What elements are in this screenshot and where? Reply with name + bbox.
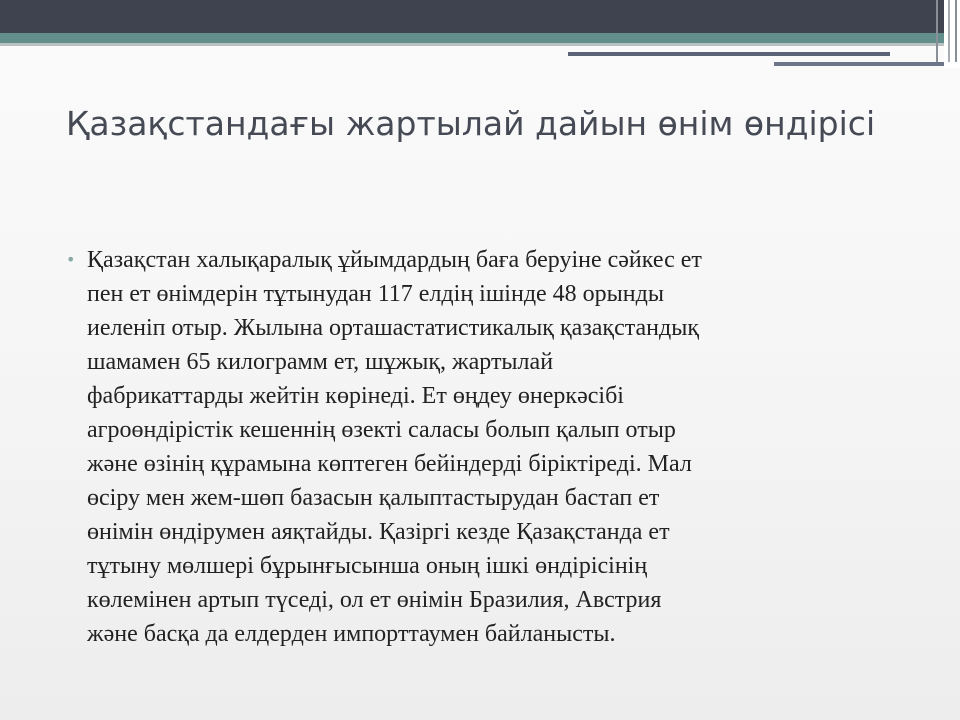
header-right-block (944, 0, 960, 68)
text-line: Қазақстан халықаралық ұйымдардың баға беруіне сәйкес ет (87, 247, 702, 273)
decorative-vertical-line (948, 0, 950, 62)
accent-bar-upper (568, 52, 890, 56)
accent-bar-lower (774, 62, 944, 66)
decorative-vertical-line (936, 0, 938, 62)
header-teal-stripe (0, 33, 960, 43)
text-line: өнімін өндірумен аяқтайды. Қазіргі кезде Қазақстанда ет (87, 519, 670, 545)
header-dark-band (0, 0, 960, 33)
slide-body (66, 243, 906, 651)
text-line: және басқа да елдерден импорттаумен байланысты. (87, 621, 616, 647)
bullet-item (66, 243, 906, 651)
text-line: тұтыну мөлшері бұрынғысынша оның ішкі өндірісінің (87, 553, 648, 579)
slide-title: Қазақстандағы жартылай дайын өнім өндірісі (66, 104, 876, 143)
text-line: фабрикаттарды жейтін көрінеді. Ет өңдеу өнеркәсібі (87, 383, 624, 409)
text-line: агроөндірістік кешеннің өзекті саласы болып қалып отыр (87, 417, 676, 443)
bullet-dot-icon: • (66, 250, 76, 269)
decorative-vertical-line (955, 0, 957, 62)
header-light-stripe (0, 43, 960, 46)
text-line: шамамен 65 килограмм ет, шұжық, жартылай (87, 349, 554, 375)
text-line: иеленіп отыр. Жылына орташастатистикалық қазақстандық (87, 315, 699, 341)
bullet-text (87, 243, 906, 651)
text-line: өсіру мен жем-шөп базасын қалыптастырудан бастап ет (87, 485, 660, 511)
text-line: көлемінен артып түседі, ол ет өнімін Бразилия, Австрия (87, 587, 662, 613)
text-line: және өзінің құрамына көптеген бейіндерді біріктіреді. Мал (87, 451, 692, 477)
text-line: пен ет өнімдерін тұтынудан 117 елдің ішінде 48 орынды (87, 281, 664, 307)
